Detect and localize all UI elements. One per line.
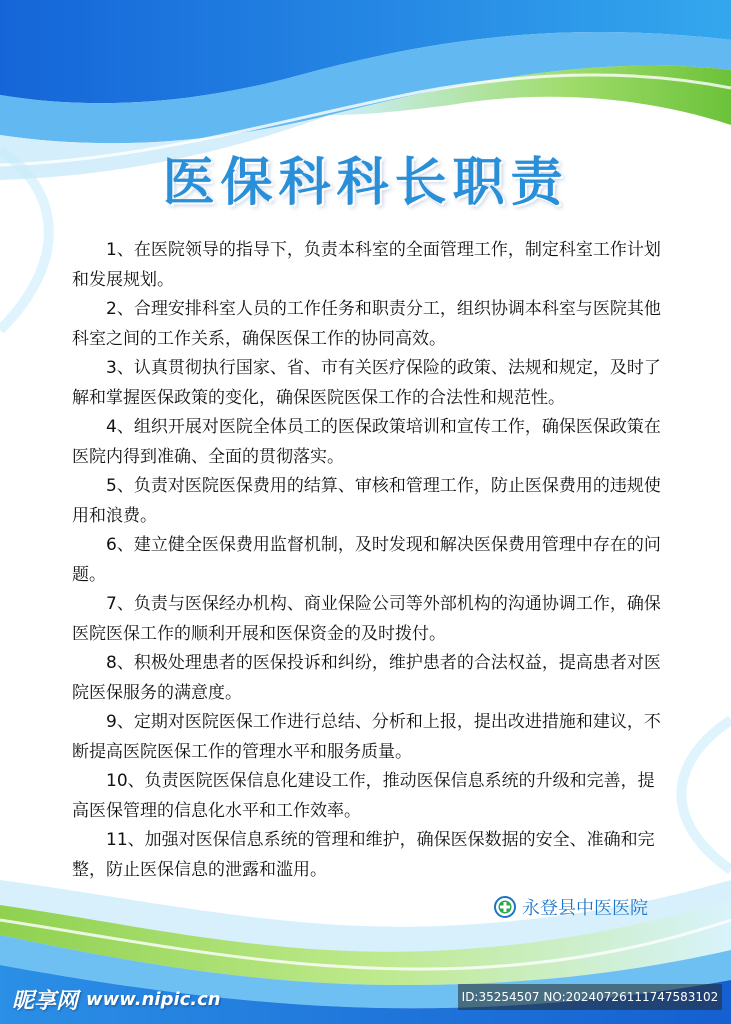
duty-item: 4、组织开展对医院全体员工的医保政策培训和宣传工作，确保医保政策在医院内得到准确、全面的贯彻落实。 — [72, 417, 661, 467]
watermark-brand: 昵享网 — [12, 989, 79, 1014]
duty-item: 5、负责对医院医保费用的结算、审核和管理工作，防止医保费用的违规使用和浪费。 — [72, 476, 661, 526]
hospital-name: 永登县中医医院 — [522, 898, 648, 919]
hospital-emblem-icon — [494, 896, 516, 918]
image-id-watermark: ID:35254507 NO:20240726111747583102 — [458, 984, 722, 1010]
duty-item: 1、在医院领导的指导下，负责本科室的全面管理工作，制定科室工作计划和发展规划。 — [72, 240, 661, 290]
hospital-signature — [494, 894, 648, 920]
duty-item: 8、积极处理患者的医保投诉和纠纷，维护患者的合法权益，提高患者对医院医保服务的满意度。 — [72, 653, 661, 703]
duty-item: 3、认真贯彻执行国家、省、市有关医疗保险的政策、法规和规定，及时了解和掌握医保政策的变化，确保医院医保工作的合法性和规范性。 — [72, 358, 661, 408]
duty-item: 6、建立健全医保费用监督机制，及时发现和解决医保费用管理中存在的问题。 — [72, 535, 661, 585]
site-watermark — [12, 984, 221, 1015]
watermark-url: www.nipic.cn — [86, 989, 221, 1010]
duty-item: 9、定期对医院医保工作进行总结、分析和上报，提出改进措施和建议，不断提高医院医保工作的管理水平和服务质量。 — [72, 712, 661, 762]
page-title: 医保科科长职责 — [162, 153, 569, 213]
duties-list — [72, 236, 662, 885]
duty-item: 10、负责医院医保信息化建设工作，推动医保信息系统的升级和完善，提高医保管理的信息化水平和工作效率。 — [72, 771, 655, 821]
duty-item: 7、负责与医保经办机构、商业保险公司等外部机构的沟通协调工作，确保医院医保工作的顺利开展和医保资金的及时拨付。 — [72, 594, 661, 644]
right-swirl — [681, 720, 731, 870]
duty-item: 11、加强对医保信息系统的管理和维护，确保医保数据的安全、准确和完整，防止医保信息的泄露和滥用。 — [72, 830, 655, 880]
duty-item: 2、合理安排科室人员的工作任务和职责分工，组织协调本科室与医院其他科室之间的工作关系，确保医保工作的协同高效。 — [72, 299, 661, 349]
